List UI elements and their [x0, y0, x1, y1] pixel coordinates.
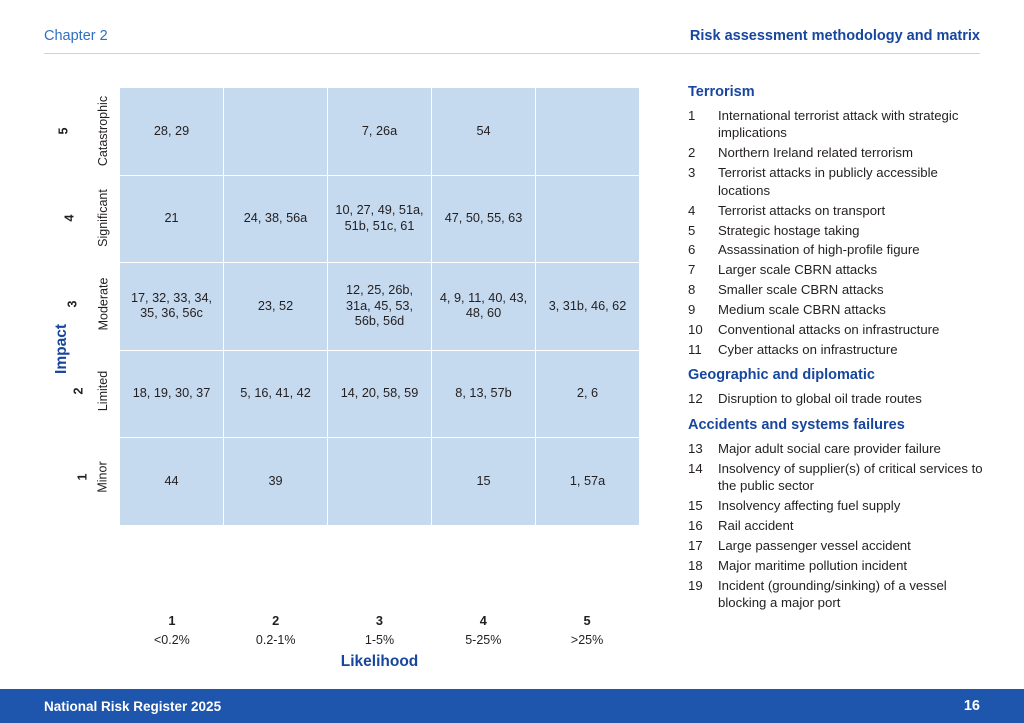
list-item — [688, 390, 988, 407]
row-label-catastrophic — [56, 88, 120, 175]
matrix-cell[interactable]: 3, 31b, 46, 62 — [536, 263, 639, 350]
list-item — [688, 537, 988, 554]
matrix-cell[interactable]: 5, 16, 41, 42 — [224, 351, 327, 438]
list-item — [688, 222, 988, 239]
page-title: Risk assessment methodology and matrix — [689, 28, 980, 44]
key-item-number: 7 — [688, 262, 696, 278]
key-heading-geographic-diplomatic: Geographic and diplomatic — [688, 367, 875, 384]
key-item-text: Rail accident — [718, 518, 794, 534]
key-group-accidents-systems-failures — [688, 417, 988, 612]
matrix-cell[interactable]: 1, 57a — [536, 438, 639, 525]
list-item — [688, 440, 988, 457]
matrix-cell[interactable]: 4, 9, 11, 40, 43, 48, 60 — [432, 263, 535, 350]
key-item-number: 2 — [688, 145, 696, 161]
key-item-text: Smaller scale CBRN attacks — [718, 282, 884, 298]
col-range-5: >25% — [570, 632, 604, 647]
likelihood-axis-label: Likelihood — [340, 653, 419, 670]
row-num-3: 3 — [65, 300, 80, 308]
col-label-4 — [431, 612, 535, 649]
row-label-minor — [75, 434, 120, 521]
matrix-cell[interactable]: 17, 32, 33, 34, 35, 36, 56c — [120, 263, 223, 350]
row-text-minor: Minor — [95, 461, 110, 493]
col-num-3: 3 — [375, 613, 384, 628]
key-item-text: Cyber attacks on infrastructure — [718, 342, 898, 358]
col-label-3 — [328, 612, 432, 649]
matrix-cell[interactable]: 28, 29 — [120, 88, 223, 175]
col-label-2 — [224, 612, 328, 649]
key-item-number: 3 — [688, 165, 696, 181]
matrix-cell[interactable]: 2, 6 — [536, 351, 639, 438]
row-label-moderate — [65, 261, 120, 348]
impact-axis-label — [50, 88, 74, 609]
key-item-number: 18 — [688, 557, 703, 573]
matrix-cell[interactable]: 39 — [224, 438, 327, 525]
key-item-number: 5 — [688, 222, 696, 238]
key-item-number: 13 — [688, 440, 703, 456]
key-item-text: Strategic hostage taking — [718, 222, 860, 238]
row-label-limited — [71, 348, 120, 435]
matrix-cell[interactable]: 44 — [120, 438, 223, 525]
list-item — [688, 281, 988, 298]
row-num-5: 5 — [56, 127, 71, 135]
risk-matrix — [44, 88, 644, 670]
row-text-limited: Limited — [95, 370, 110, 411]
list-item — [688, 301, 988, 318]
key-item-text: Major adult social care provider failure — [718, 440, 941, 456]
matrix-cell[interactable]: 47, 50, 55, 63 — [432, 176, 535, 263]
key-item-text: Disruption to global oil trade routes — [718, 391, 922, 407]
matrix-cell[interactable]: 18, 19, 30, 37 — [120, 351, 223, 438]
row-label-significant — [62, 175, 120, 262]
footer-page-number: 16 — [963, 698, 980, 714]
matrix-cell[interactable] — [536, 176, 639, 263]
row-text-catastrophic: Catastrophic — [95, 96, 110, 167]
key-group-terrorism — [688, 84, 988, 358]
key-item-number: 19 — [688, 577, 703, 593]
key-item-number: 10 — [688, 322, 703, 338]
key-item-text: Larger scale CBRN attacks — [718, 262, 878, 278]
page-footer — [0, 689, 1024, 723]
list-item — [688, 164, 988, 199]
key-heading-accidents-systems-failures: Accidents and systems failures — [688, 416, 905, 433]
key-item-text: Large passenger vessel accident — [718, 538, 911, 554]
col-range-4: 5-25% — [465, 632, 502, 647]
key-item-number: 4 — [688, 202, 696, 218]
key-item-number: 15 — [688, 498, 703, 514]
matrix-cell[interactable]: 7, 26a — [328, 88, 431, 175]
col-label-1 — [120, 612, 224, 649]
list-item — [688, 241, 988, 258]
row-num-1: 1 — [75, 473, 90, 481]
key-item-number: 1 — [688, 108, 696, 123]
list-item — [688, 321, 988, 338]
list-item — [688, 460, 988, 495]
matrix-column-labels — [120, 612, 639, 649]
row-num-4: 4 — [62, 214, 77, 222]
matrix-cell[interactable]: 10, 27, 49, 51a, 51b, 51c, 61 — [328, 176, 431, 263]
matrix-cell[interactable]: 15 — [432, 438, 535, 525]
matrix-cell[interactable]: 21 — [120, 176, 223, 263]
key-item-number: 6 — [688, 242, 696, 258]
key-item-number: 11 — [688, 342, 702, 358]
col-label-5 — [535, 612, 639, 649]
col-num-5: 5 — [583, 613, 591, 628]
key-item-text: Major maritime pollution incident — [718, 557, 908, 573]
col-range-3: 1-5% — [364, 632, 395, 647]
row-text-moderate: Moderate — [95, 277, 110, 331]
key-item-text: Insolvency of supplier(s) of critical services to the public sector — [718, 460, 983, 494]
key-item-text: Assassination of high-profile figure — [718, 242, 920, 258]
key-group-geographic-diplomatic — [688, 367, 988, 407]
list-item — [688, 261, 988, 278]
list-item — [688, 202, 988, 219]
matrix-cell[interactable]: 8, 13, 57b — [432, 351, 535, 438]
key-item-number: 14 — [688, 460, 703, 476]
list-item — [688, 341, 988, 358]
row-text-significant: Significant — [95, 188, 110, 247]
risk-key-list — [688, 84, 988, 616]
matrix-grid — [120, 88, 639, 525]
col-range-2: 0.2-1% — [255, 632, 296, 647]
page-header — [44, 28, 980, 54]
col-num-1: 1 — [168, 613, 176, 628]
list-item — [688, 557, 988, 574]
key-item-number: 16 — [688, 518, 703, 534]
key-item-text: Northern Ireland related terrorism — [718, 145, 913, 161]
col-num-4: 4 — [479, 613, 487, 628]
col-num-2: 2 — [272, 613, 280, 628]
matrix-cell[interactable]: 54 — [432, 88, 535, 175]
list-item — [688, 497, 988, 514]
key-item-number: 8 — [688, 282, 696, 298]
key-item-text: Terrorist attacks in publicly accessible locations — [718, 165, 938, 198]
impact-axis-text: Impact — [53, 323, 70, 374]
matrix-cell[interactable]: 23, 52 — [224, 263, 327, 350]
matrix-cell[interactable] — [536, 88, 639, 175]
matrix-cell[interactable]: 24, 38, 56a — [224, 176, 327, 263]
matrix-cell[interactable] — [224, 88, 327, 175]
list-item — [688, 577, 988, 612]
key-item-number: 9 — [688, 302, 696, 318]
list-item — [688, 517, 988, 534]
list-item — [688, 144, 988, 161]
footer-document-title: National Risk Register 2025 — [44, 698, 222, 714]
key-item-text: Medium scale CBRN attacks — [718, 302, 886, 318]
key-item-number: 12 — [688, 391, 703, 407]
key-item-text: Insolvency affecting fuel supply — [718, 498, 901, 514]
key-heading-terrorism: Terrorism — [688, 84, 755, 100]
matrix-cell[interactable] — [328, 438, 431, 525]
key-item-number: 17 — [688, 538, 703, 554]
key-item-text: Incident (grounding/sinking) of a vessel blocking a major port — [718, 577, 947, 611]
key-item-text: Conventional attacks on infrastructure — [718, 322, 940, 338]
matrix-cell[interactable]: 12, 25, 26b, 31a, 45, 53, 56b, 56d — [328, 263, 431, 350]
row-num-2: 2 — [71, 387, 86, 395]
col-range-1: <0.2% — [154, 632, 190, 647]
matrix-cell[interactable]: 14, 20, 58, 59 — [328, 351, 431, 438]
key-item-text: Terrorist attacks on transport — [718, 202, 886, 218]
key-item-text: International terrorist attack with strategic implications — [718, 108, 959, 141]
list-item — [688, 107, 988, 142]
breadcrumb-chapter: Chapter 2 — [44, 28, 108, 44]
